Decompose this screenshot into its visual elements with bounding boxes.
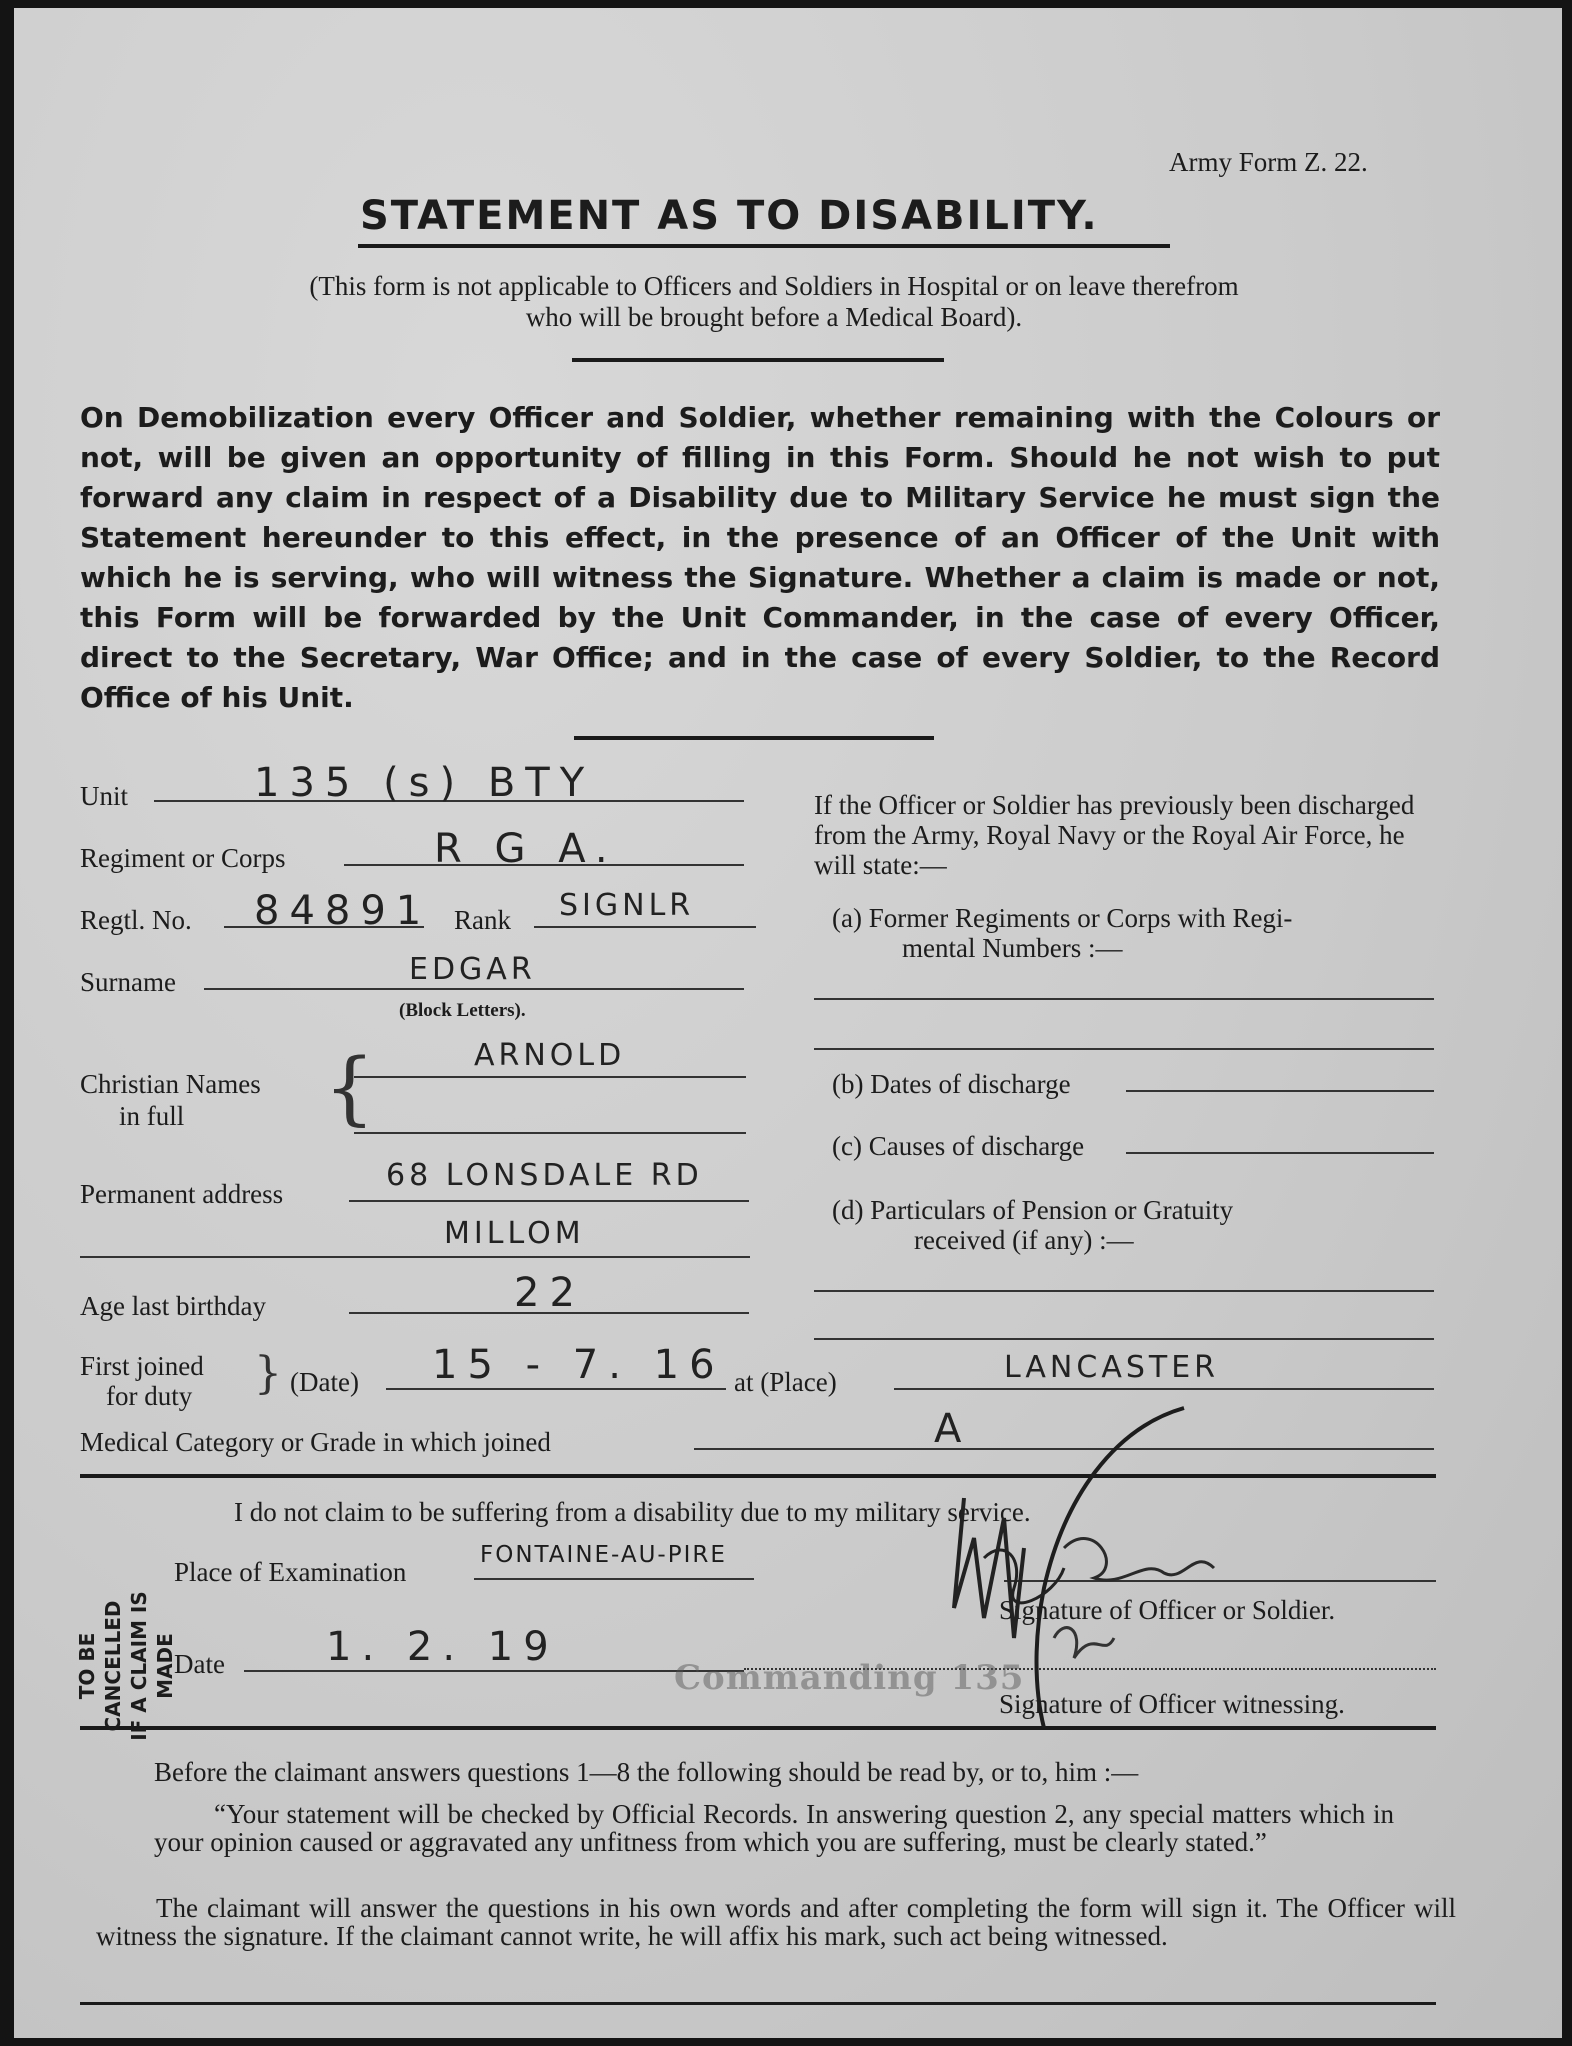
joined-date-value: 15 - 7. 16: [432, 1342, 725, 1388]
cancel-sidebar: [74, 1586, 178, 1746]
regtl-no-value: 84891: [254, 888, 432, 934]
declaration-date-label: Date: [174, 1649, 225, 1679]
right-d-1: (d) Particulars of Pension or Gratuity: [832, 1195, 1234, 1225]
form-title: STATEMENT AS TO DISABILITY.: [360, 193, 1099, 239]
title-underline: [358, 244, 1170, 248]
rank-value: SIGNLR: [559, 888, 695, 923]
right-c: (c) Causes of discharge: [832, 1131, 1085, 1161]
address-value-2: MILLOM: [444, 1216, 585, 1251]
right-c-line: [1126, 1152, 1434, 1154]
christian-line-1: [354, 1076, 746, 1078]
age-label: Age last birthday: [80, 1291, 266, 1321]
cancel-sidebar-line-1: TO BE CANCELLED: [75, 1600, 125, 1732]
joined-date-line: [386, 1388, 726, 1390]
divider-1: [572, 358, 944, 362]
intro-text: On Demobilization every Officer and Soldier, whether remaining with the Colours or not, will be given an opportunity of filling in this Form. Should he not wish to put forward any claim in respect of a Disability due to Military Service he must sign the Statement hereunder to this effect, in the presence of an Officer of the Unit with which he is serving, who will witness the Signature. Whether a claim is made or not, this Form will be forwarded by the Unit Commander, in the case of every Officer, direct to the Secretary, War Office; and in the case of every Soldier, to the Record Office of his Unit.: [80, 401, 1440, 714]
right-a-1: (a) Former Regiments or Corps with Regi-: [832, 903, 1293, 933]
surname-label: Surname: [80, 967, 176, 997]
place-of-examination-line: [474, 1578, 754, 1580]
first-joined-label-2: for duty: [106, 1381, 193, 1411]
footer-quote: “Your statement will be checked by Official Records. In answering question 2, any special matters which in your opinion caused or aggravated any unfitness from which you are suffering, must be clearly stated.”: [154, 1799, 1394, 1857]
christian-names-brace: {: [324, 1041, 375, 1134]
address-label: Permanent address: [80, 1179, 284, 1209]
joined-place-value: LANCASTER: [1004, 1350, 1220, 1385]
right-a-line-1: [814, 998, 1434, 1000]
declaration-statement: I do not claim to be suffering from a disability due to my military service.: [234, 1497, 1031, 1527]
address-value-1: 68 LONSDALE RD: [386, 1158, 703, 1193]
surname-line: [204, 988, 744, 990]
footer-instructions: The claimant will answer the questions in his own words and after completing the form will sign it. The Officer will witness the signature. If the claimant cannot write, he will affix his mark, such act being witnessed.: [96, 1893, 1456, 1951]
medical-label: Medical Category or Grade in which joined: [80, 1427, 551, 1457]
christian-names-value: ARNOLD: [474, 1038, 626, 1073]
rank-line: [534, 926, 756, 928]
medical-value: A: [934, 1406, 972, 1452]
first-joined-brace: }: [254, 1348, 282, 1399]
right-b: (b) Dates of discharge: [832, 1069, 1071, 1099]
joined-date-label: (Date): [290, 1367, 359, 1397]
right-d-line-2: [814, 1338, 1434, 1340]
right-a-line-2: [814, 1048, 1434, 1050]
christian-line-2: [354, 1132, 746, 1134]
footer-line-1: Before the claimant answers questions 1—8 the following should be read by, or to, him :—: [154, 1757, 1139, 1787]
regtl-no-label: Regtl. No.: [80, 905, 192, 935]
subtitle-line-2: who will be brought before a Medical Board).: [525, 302, 1023, 332]
right-d-line-1: [814, 1290, 1434, 1292]
place-of-examination-label: Place of Examination: [174, 1557, 407, 1587]
address-line-1: [349, 1200, 749, 1202]
right-b-line: [1126, 1090, 1434, 1092]
commanding-stamp: Commanding 135: [674, 1658, 1025, 1698]
unit-value: 135 (s) BTY: [254, 760, 595, 806]
regiment-label: Regiment or Corps: [80, 843, 286, 873]
address-line-2: [80, 1256, 750, 1258]
witness-signature-caption: Signature of Officer witnessing.: [999, 1689, 1345, 1719]
block-letters-note: (Block Letters).: [399, 1000, 526, 1021]
signatures-drawing: [894, 1388, 1314, 1768]
first-joined-label-1: First joined: [80, 1351, 204, 1381]
subtitle-line-1: (This form is not applicable to Officers and Soldiers in Hospital or on leave therefrom: [309, 271, 1239, 301]
age-value: 22: [514, 1270, 585, 1316]
right-intro: If the Officer or Soldier has previously been discharged from the Army, Royal Navy or the Royal Air Force, he will state:—: [814, 790, 1415, 880]
intro-paragraph: [80, 398, 1440, 718]
christian-names-label-2: in full: [119, 1101, 185, 1131]
unit-label: Unit: [80, 781, 129, 811]
surname-value: EDGAR: [409, 952, 536, 987]
christian-names-label-1: Christian Names: [80, 1069, 261, 1099]
right-a-2: mental Numbers :—: [902, 933, 1123, 963]
form-sheet: [14, 8, 1562, 2038]
place-of-examination-value: FONTAINE-AU-PIRE: [480, 1542, 727, 1568]
declaration-date-value: 1. 2. 19: [326, 1624, 559, 1670]
footer-rule: [80, 2002, 1436, 2005]
joined-place-label: at (Place): [734, 1367, 837, 1397]
rank-label: Rank: [454, 905, 511, 935]
soldier-signature-caption: Signature of Officer or Soldier.: [999, 1595, 1336, 1625]
right-d-2: received (if any) :—: [914, 1225, 1134, 1255]
form-number: Army Form Z. 22.: [1169, 147, 1368, 177]
declaration-date-line: [244, 1670, 744, 1672]
cancel-sidebar-line-2: IF A CLAIM IS MADE: [127, 1591, 177, 1741]
divider-2: [574, 736, 934, 740]
regiment-value: R G A.: [434, 826, 618, 872]
